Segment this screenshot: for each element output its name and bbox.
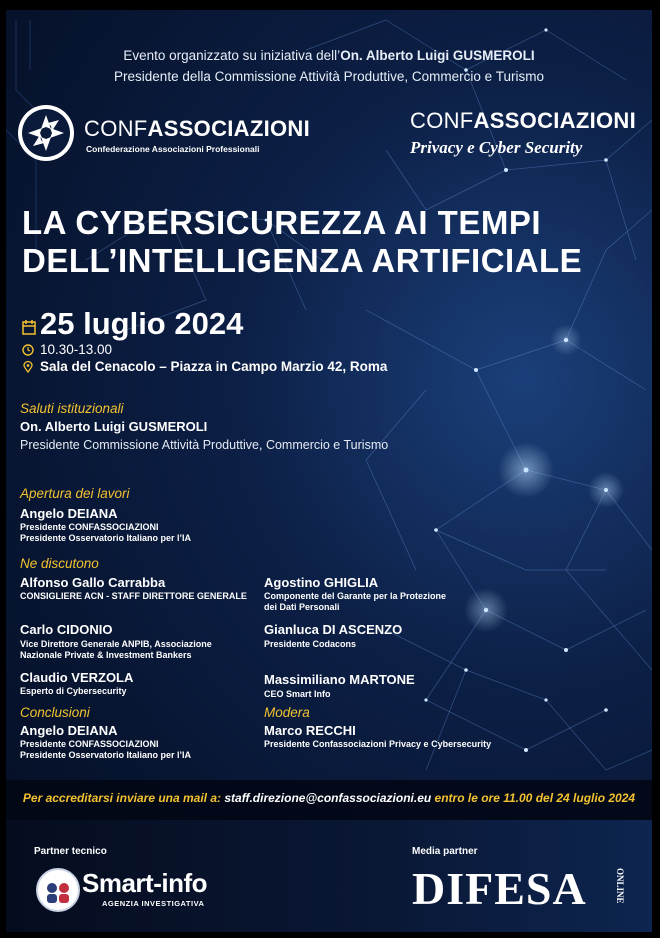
modera-role: Presidente Confassociazioni Privacy e Cybersecurity bbox=[264, 739, 492, 749]
organizer-prefix: Evento organizzato su iniziativa dell’ bbox=[123, 48, 341, 63]
speaker-name: Gianluca DI ASCENZO bbox=[264, 622, 403, 637]
location-pin-icon bbox=[22, 361, 34, 373]
apertura-role-2: Presidente Osservatorio Italiano per l’IA bbox=[20, 533, 192, 543]
speaker-name: Claudio VERZOLA bbox=[20, 670, 134, 685]
modera-label: Modera bbox=[264, 705, 310, 720]
media-partner-label: Media partner bbox=[412, 846, 478, 857]
conclusioni-role-2: Presidente Osservatorio Italiano per l’IA bbox=[20, 750, 192, 760]
speaker-role: CEO Smart Info bbox=[264, 689, 331, 699]
discutono-label: Ne discutono bbox=[20, 556, 99, 571]
confassociazioni-logo-text bbox=[84, 116, 310, 142]
smart-info-logo-icon bbox=[36, 868, 80, 912]
apertura-name: Angelo DEIANA bbox=[20, 506, 118, 521]
speaker-role: dei Dati Personali bbox=[264, 602, 340, 612]
speaker-role: Esperto di Cybersecurity bbox=[20, 686, 127, 696]
partner-tecnico-label: Partner tecnico bbox=[34, 846, 107, 857]
smart-info-logo-text: Smart-info bbox=[82, 868, 207, 898]
speaker-role: Nazionale Private & Investment Bankers bbox=[20, 650, 192, 660]
event-location: Sala del Cenacolo – Piazza in Campo Marzio 42, Roma bbox=[40, 359, 388, 374]
organizer-name: On. Alberto Luigi GUSMEROLI bbox=[340, 48, 535, 63]
apertura-role-1: Presidente CONFASSOCIAZIONI bbox=[20, 522, 159, 532]
difesa-online-text: ONLINE bbox=[615, 868, 625, 904]
clock-icon bbox=[22, 344, 34, 356]
smart-info-logo-subtitle: AGENZIA INVESTIGATIVA bbox=[102, 899, 205, 908]
event-title-line1: LA CYBERSICUREZZA AI TEMPI bbox=[22, 204, 542, 241]
event-time: 10.30-13.00 bbox=[40, 342, 113, 357]
accreditation-text bbox=[6, 791, 652, 805]
saluti-label: Saluti istituzionali bbox=[20, 401, 124, 416]
logo-prefix: CONF bbox=[84, 116, 148, 141]
accreditation-prefix: Per accreditarsi inviare una mail a: bbox=[22, 791, 225, 805]
confassociazioni-logo-subtitle: Confederazione Associazioni Professionali bbox=[86, 144, 260, 154]
privacy-logo-text bbox=[410, 108, 636, 134]
speaker-role: Componente del Garante per la Protezione bbox=[264, 591, 447, 601]
speaker-name: Carlo CIDONIO bbox=[20, 622, 113, 637]
organizer-role: Presidente della Commissione Attività Produttive, Commercio e Turismo bbox=[114, 69, 544, 84]
event-date: 25 luglio 2024 bbox=[40, 306, 244, 341]
conclusioni-label: Conclusioni bbox=[20, 705, 90, 720]
event-poster bbox=[6, 10, 652, 932]
accreditation-suffix: entro le ore 11.00 del 24 luglio 2024 bbox=[431, 791, 636, 805]
saluti-role: Presidente Commissione Attività Produttive, Commercio e Turismo bbox=[20, 438, 389, 452]
modera-name: Marco RECCHI bbox=[264, 723, 356, 738]
speaker-name: Massimiliano MARTONE bbox=[264, 672, 415, 687]
logo2-suffix: ASSOCIAZIONI bbox=[473, 108, 637, 133]
privacy-logo-subtitle: Privacy e Cyber Security bbox=[410, 138, 583, 157]
organizer-line bbox=[6, 48, 652, 63]
conclusioni-name: Angelo DEIANA bbox=[20, 723, 118, 738]
confassociazioni-logo-icon bbox=[18, 105, 74, 161]
speaker-role: Vice Direttore Generale ANPIB, Associazione bbox=[20, 639, 212, 649]
apertura-label: Apertura dei lavori bbox=[20, 486, 130, 501]
logo-suffix: ASSOCIAZIONI bbox=[147, 116, 311, 141]
accreditation-email-link[interactable]: staff.direzione@confassociazioni.eu bbox=[224, 791, 432, 805]
speaker-name: Agostino GHIGLIA bbox=[264, 575, 379, 590]
conclusioni-role-1: Presidente CONFASSOCIAZIONI bbox=[20, 739, 159, 749]
difesa-online-logo-subtitle bbox=[606, 866, 625, 910]
difesa-logo-text: DIFESA bbox=[412, 863, 587, 914]
speaker-role: Presidente Codacons bbox=[264, 639, 357, 649]
speaker-role: CONSIGLIERE ACN - STAFF DIRETTORE GENERALE bbox=[20, 591, 247, 601]
logo2-prefix: CONF bbox=[410, 108, 474, 133]
event-title-line2: DELL’INTELLIGENZA ARTIFICIALE bbox=[22, 242, 583, 279]
saluti-name: On. Alberto Luigi GUSMEROLI bbox=[20, 419, 208, 434]
speaker-name: Alfonso Gallo Carrabba bbox=[20, 575, 166, 590]
calendar-icon bbox=[22, 319, 36, 335]
